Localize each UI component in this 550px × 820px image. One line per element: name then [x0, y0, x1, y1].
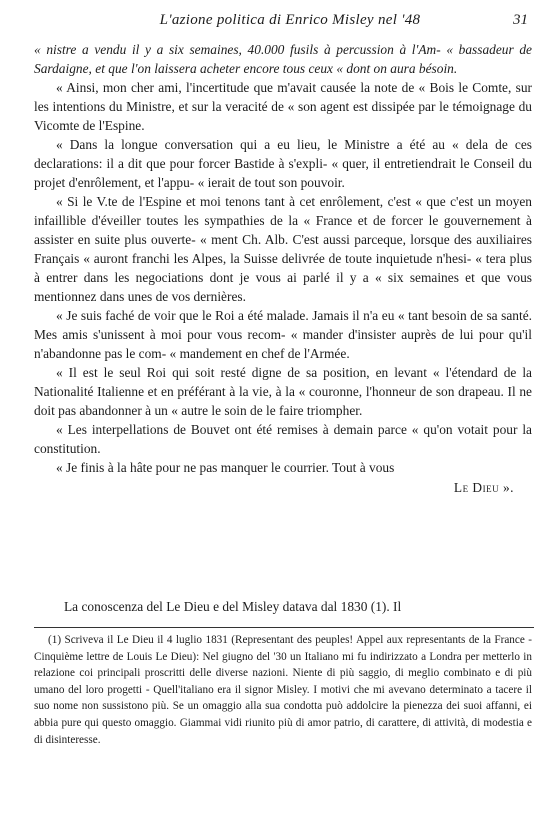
- running-head: L'azione politica di Enrico Misley nel '48: [159, 12, 421, 28]
- letter-signature: Le Dieu ».: [453, 480, 514, 495]
- letter-paragraph: « Je finis à la hâte pour ne pas manquer le courrier. Tout à vous: [56, 460, 395, 475]
- letter-paragraph: « Je suis faché de voir que le Roi a été malade. Jamais il n'a eu « tant besoin de sa santé. Mes amis s'unissent à moi pour vous recom- « mander d'insister auprès de lui pour qu'il n'abandonne pas le com- « mandement en chef de l'Armée.: [34, 308, 532, 361]
- letter-paragraph: « Ainsi, mon cher ami, l'incertitude que m'avait causée la note de « Bois le Comte, sur les intentions du Ministre, et sur la veracité de « son agent est dissipée par le témoignage du Vicomte de l'Espine.: [34, 80, 532, 133]
- letter-paragraph: « Il est le seul Roi qui soit resté digne de sa position, en levant « l'étendard de la Nationalité Italienne et en préférant à la vie, à la « couronne, l'honneur de son drapeau. Il ne doit pas abandonner à un « autre le soin de le faire triompher.: [34, 365, 532, 418]
- page-header: [0, 12, 550, 34]
- page-number: 31: [513, 12, 528, 28]
- letter-body: [34, 40, 532, 497]
- narrative-paragraph: La conoscenza del Le Dieu e del Misley datava dal 1830 (1). Il: [64, 599, 402, 614]
- letter-paragraph: « nistre a vendu il y a six semaines, 40.000 fusils à percussion à l'Am- « bassadeur de Sardaigne, et que l'on laissera acheter encore tous ceux « dont on aura bésoin.: [34, 42, 532, 76]
- footnote-text: (1) Scriveva il Le Dieu il 4 luglio 1831 (Representant des peuples! Appel aux representants de la France - Cinquième lettre de Louis Le Dieu): Nel giugno del '30 un Italiano mi fu indirizzato a Londra per metterlo in relazione coi principali proscritti delle diverse nazioni. Niente di più saggio, di meglio combinato e di più umano del loro progetti - Quell'italiano era il signor Misley. I motivi che mi avevano determinato a tacere il suo nome non sussistono più. Se un omaggio alla sua condotta può addolcire la pienezza dei suoi affanni, ei abbia pure qui questo omaggio. Giammai vidi riunito più di amor patrio, di carattere, di attività, di modestia e di disinteresse.: [34, 634, 532, 746]
- letter-paragraph: « Dans la longue conversation qui a eu lieu, le Ministre a été au « dela de ces declarations: il a dit que pour forcer Bastide à s'expli- « quer, il entretiendrait le Conseil du projet d'enrôlement, et l'appu- « ierait de tout son pouvoir.: [34, 137, 532, 190]
- letter-paragraph: « Si le V.te de l'Espine et moi tenons tant à cet enrôlement, c'est « que c'est un moyen infaillible d'éveiller toutes les sympathies de la « France et de forcer le gouvernement à assister en suite plus ouverte- « ment Ch. Alb. C'est aussi parceque, lorsque des auxiliaires Français « auront franchi les Alpes, la Suisse delivrée de toute inquietude n'hesi- « tera plus à entrer dans les negociations dont je vous ai parlé il y a « six semaines et que vous mentionnez dans unes de vos dernières.: [34, 194, 532, 304]
- letter-paragraph: « Les interpellations de Bouvet ont été remises à demain parce « qu'on votait pour la constitution.: [34, 422, 532, 456]
- footnote-divider: [34, 627, 534, 628]
- footnote: [34, 632, 532, 748]
